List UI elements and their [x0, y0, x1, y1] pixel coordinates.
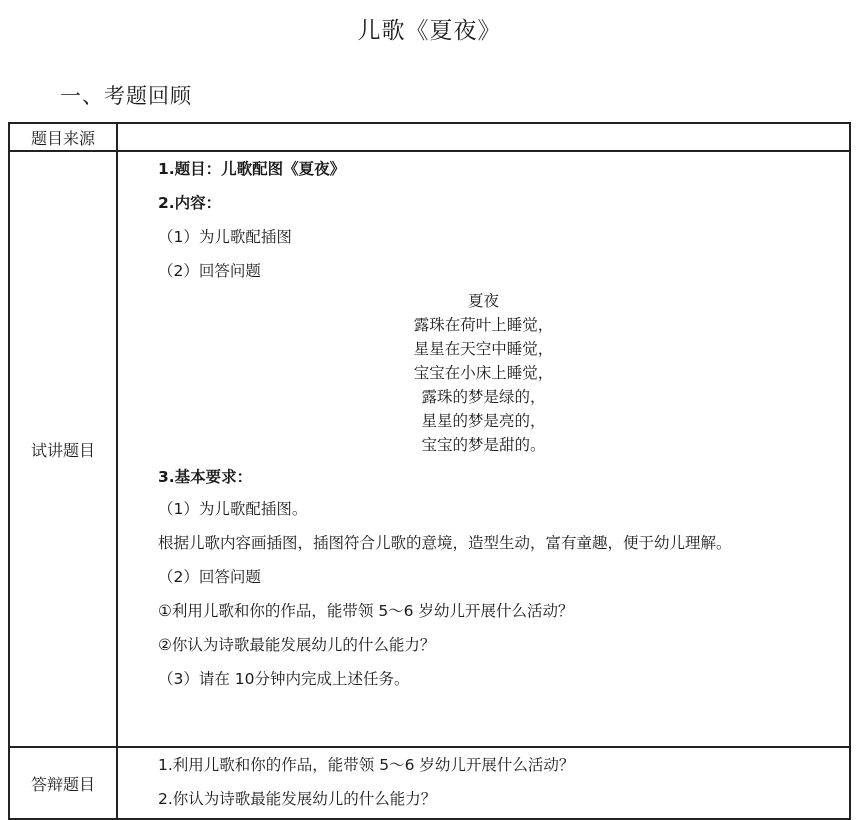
defense-question-1: 1.利用儿歌和你的作品，能带领 5～6 岁幼儿开展什么活动？ [158, 756, 575, 774]
requirement-2-question-1: ①利用儿歌和你的作品，能带领 5～6 岁幼儿开展什么活动？ [158, 602, 574, 620]
exam-table [8, 122, 851, 820]
content-item-1: （1）为儿歌配插图 [158, 228, 292, 246]
requirement-3: （3）请在 10分钟内完成上述任务。 [158, 670, 410, 688]
section-heading: 一、考题回顾 [60, 84, 192, 108]
lecture-label: 试讲题目 [9, 151, 117, 747]
defense-row [9, 747, 850, 819]
lecture-content [117, 151, 850, 747]
content-heading: 2.内容： [158, 194, 222, 212]
requirement-2-title: （2）回答问题 [158, 568, 261, 586]
poem-line: 宝宝的梦是甜的。 [421, 436, 546, 454]
source-value [117, 123, 850, 151]
defense-question-2: 2.你认为诗歌最能发展幼儿的什么能力？ [158, 790, 437, 808]
defense-label: 答辩题目 [9, 747, 117, 819]
requirements-heading: 3.基本要求： [158, 468, 253, 486]
poem-title: 夏夜 [467, 292, 499, 310]
source-label: 题目来源 [9, 123, 117, 151]
content-item-2: （2）回答问题 [158, 262, 261, 280]
poem-line: 星星的梦是亮的， [421, 412, 546, 430]
document-title: 儿歌《夏夜》 [357, 18, 502, 44]
requirement-1-detail: 根据儿歌内容画插图，插图符合儿歌的意境，造型生动，富有童趣，便于幼儿理解。 [158, 534, 732, 552]
requirement-2-question-2: ②你认为诗歌最能发展幼儿的什么能力？ [158, 636, 436, 654]
poem-line: 露珠在荷叶上睡觉， [413, 316, 554, 334]
source-row [9, 123, 850, 151]
defense-content [117, 747, 850, 819]
poem-line: 星星在天空中睡觉， [413, 340, 554, 358]
poem-line: 宝宝在小床上睡觉， [413, 364, 554, 382]
requirement-1-title: （1）为儿歌配插图。 [158, 500, 308, 518]
lecture-row [9, 151, 850, 747]
poem-line: 露珠的梦是绿的， [421, 388, 546, 406]
lecture-topic: 1.题目：儿歌配图《夏夜》 [158, 160, 346, 178]
